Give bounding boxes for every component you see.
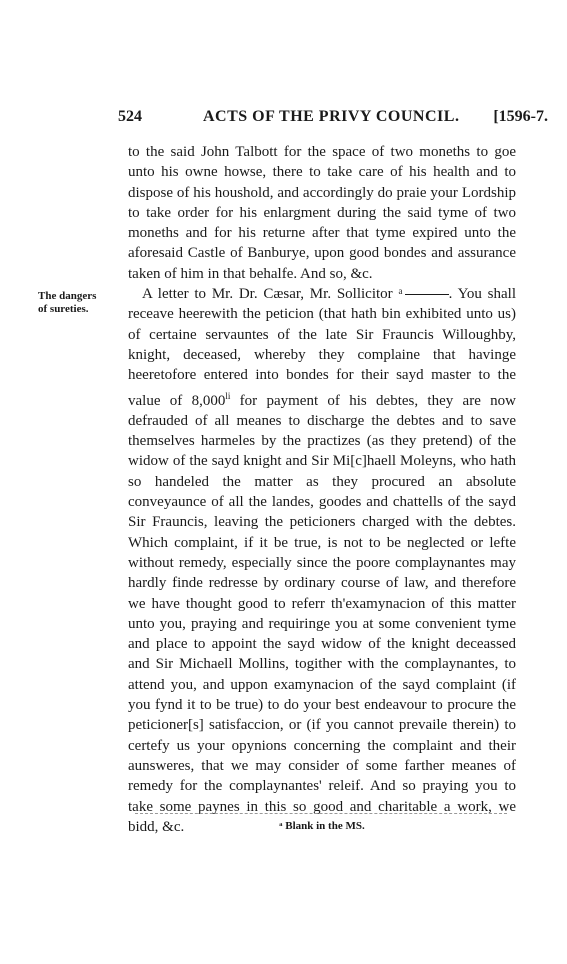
page-header <box>118 108 548 132</box>
letter-body-part-1: You shall receave heerewith the peticion (that hath bin exhibited unto us) of certaine servauntes of the late Sir Frauncis Willoughby, knight, deceased, whereby they complaine that havinge heeretofore entered into bondes for their sayd master to the value of 8,000 <box>128 286 517 409</box>
footnote-marker: ᵃ <box>398 286 403 303</box>
body-text <box>128 142 516 837</box>
blank-dash <box>405 294 449 295</box>
page-number: 524 <box>118 108 142 125</box>
letter-body-part-2: for payment of his debtes, they are now defrauded of all meanes to discharge the debtes and to save themselves harmeles by the practizes (as they pretend) of the widow of the sayd knight and Sir Mi[c]haell Moleyns, who hath so handeled the matter as they procured an absolute conveyaunce of all the landes, goodes and chattells of the sayd Sir Frauncis, leaving the peticioners charged with the debtes. Which complaint, if it be true, is not to be neglected or lefte without remedy, especially since the poore complaynantes may hardly finde redresse by ordinary course of law, and therefore we have thought good to referr th'examynacion of this matter unto you, praying and requiringe you at some convenient tyme and place to appoint the sayd widow of the knight deceassed and Sir Michaell Mollins, togither with the complaynantes, to attend you, and uppon examynacion of the sayd complaint (if you fynd it to be true) to do your best endeavour to procure the peticioner[s] satisfaccion, or (if you cannot prevaile therein) to certefy us your opynions concerning the complaint and their aunsweres, that we may consider of some farther meanes of remedy for the complaynantes' releif. And so praying you to take some paynes in this so good and charitable a work, we bidd, &c. <box>128 392 516 835</box>
footnote-rule <box>135 813 507 814</box>
margin-note-line-2: of sureties. <box>38 303 89 315</box>
margin-note-line-1: The dangers <box>38 290 97 302</box>
margin-note <box>38 290 118 316</box>
running-title: ACTS OF THE PRIVY COUNCIL. <box>203 108 460 125</box>
letter-opening: A letter to Mr. Dr. Cæsar, Mr. Sollicitor <box>142 286 393 303</box>
continuation-paragraph: to the said John Talbott for the space of two moneths to goe unto his owne howse, there to take care of his health and to dispose of his houshold, and accordingly do praie your Lordship to take order for his enlargment during the said tyme of two moneths and for his returne after that tyme expired unto the aforesaid Castle of Banburye, upon good bondes and assurance taken of him in that behalfe. And so, &c. <box>128 144 516 282</box>
footnote: ᵃ Blank in the MS. <box>279 820 365 832</box>
date-range: [1596-7. <box>493 108 548 125</box>
pounds-superscript: li <box>225 390 231 401</box>
letter-paragraph: A letter to Mr. Dr. Cæsar, Mr. Sollicitor ᵃ . You shall receave heerewith the peticion (that hath bin exhibited unto us) of certaine servauntes of the late Sir Frauncis Willoughby, knight, deceased, whereby they complaine that havinge heeretofore entered into bondes for their sayd master to the value of $8,000^{li}$ for payment of his debtes, they are now defrauded of all meanes to discharge the debtes and to save themselves harmeles by the practizes (as they pretend) of the widow of the sayd knight and Sir Mi[c]haell Moleyns, who hath so handeled the matter as they procured an absolute conveyaunce of all the landes, goodes and chattells of the sayd Sir Frauncis, leaving the peticioners charged with the debtes. Which complaint, if it be true, is not to be neglected or lefte without remedy, especially since the poore complaynantes may hardly finde redresse by ordinary course of law, and therefore we have thought good to referr th'examynacion of this matter unto you, praying and requiringe you at some convenient tyme and place to appoint the sayd widow of the knight deceassed and Sir Michaell Mollins, togither with the complaynantes, to attend you, and uppon examynacion of the sayd complaint (if you fynd it to be true) to do your best endeavour to procure the peticioner[s] satisfaccion, or (if you cannot prevaile therein) to certefy us your opynions concerning the complaint and their aunsweres, that we may consider of some farther meanes of remedy for the complaynantes' releif. And so praying you to take some paynes in this so good and charitable a work, we bidd, &c. <box>128 286 517 835</box>
